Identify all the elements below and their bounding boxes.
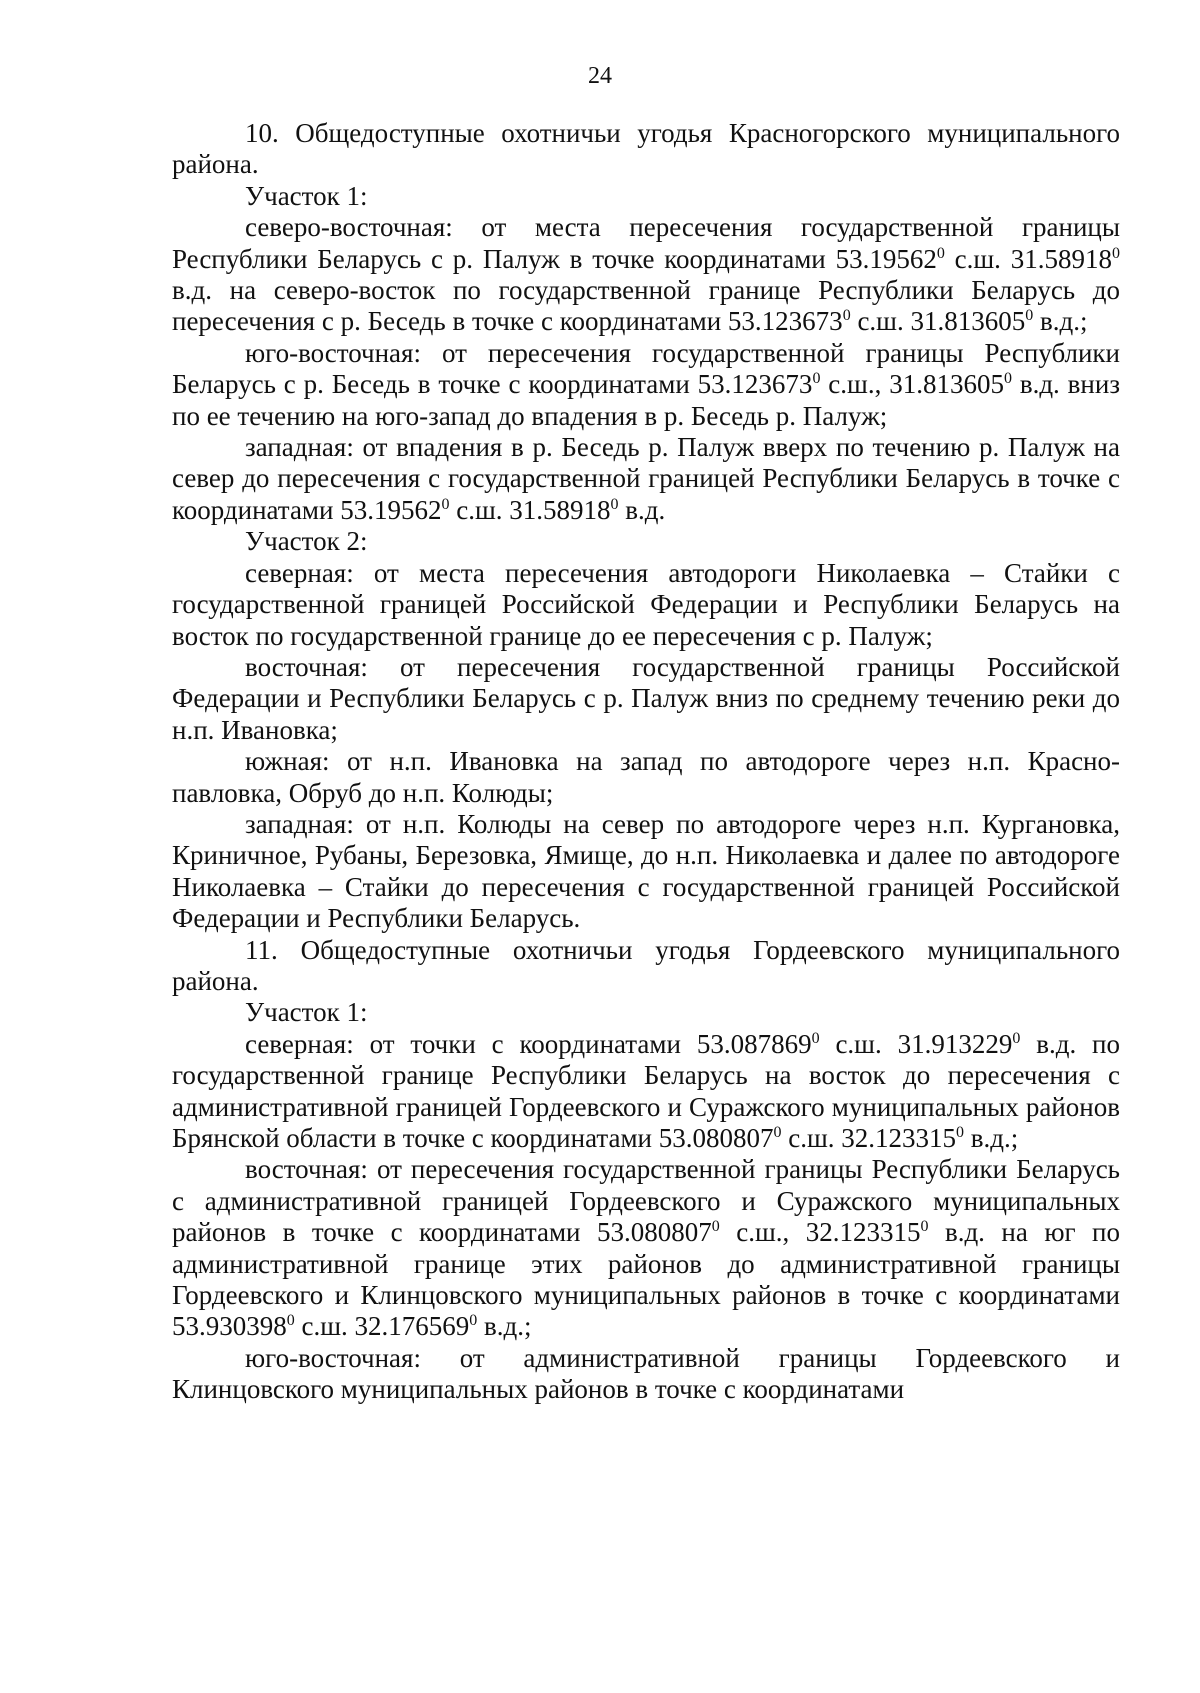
paragraph: южная: от н.п. Ивановка на запад по автодороге через н.п. Красно-павловка, Обруб до н.п. Колюды; [172,746,1120,808]
paragraph: западная: от впадения в р. Беседь р. Палуж вверх по течению р. Палуж на север до пересечения с государственной границей Республики Беларусь в точке с координатами 53.19562$^0$ с.ш. 31.58918$^0$ в.д. [172,432,1120,525]
paragraph: Участок 1: [245,180,368,211]
paragraph: северная: от места пересечения автодороги Николаевка – Стайки с государственной границей Российской Федерации и Республики Беларусь на восток по государственной границе до ее пересечения с р. Палуж; [172,557,1120,651]
paragraph: северо-восточная: от места пересечения государственной границы Республики Беларусь с р. Палуж в точке координатами 53.19562$^0$ с.ш. 31.58918$^0$ в.д. на северо-восток по государственной границе Республики Беларусь до пересечения с р. Беседь в точке с координатами 53.123673$^0$ с.ш. 31.813605$^0$ в.д.; [172,212,1120,337]
paragraph: 11. Общедоступные охотничьи угодья Гордеевского муниципального района. [172,934,1120,996]
paragraph: восточная: от пересечения государственной границы Республики Беларусь с административной границей Гордеевского и Суражского муниципальных районов в точке с координатами 53.080807$^0$ с.ш., 32.123315$^0$ в.д. на юг по административной границе этих районов до административной границы Гордеевского и Клинцовского муниципальных районов в точке с координатами 53.930398$^0$ с.ш. 32.176569$^0$ в.д.; [172,1154,1120,1342]
paragraph: Участок 1: [245,997,368,1028]
paragraph: юго-восточная: от пересечения государственной границы Республики Беларусь с р. Беседь в точке с координатами 53.123673$^0$ с.ш., 31.813605$^0$ в.д. вниз по ее течению на юго-запад до впадения в р. Беседь р. Палуж; [172,337,1120,431]
paragraph: северная: от точки с координатами 53.087869$^0$ с.ш. 31.913229$^0$ в.д. по государственной границе Республики Беларусь на восток до пересечения с административной границей Гордеевского и Суражского муниципальных районов Брянской области в точке с координатами 53.080807$^0$ с.ш. 32.123315$^0$ в.д.; [172,1028,1121,1153]
paragraph: юго-восточная: от административной границы Гордеевского и Клинцовского муниципальных районов в точке с координатами [172,1342,1120,1405]
paragraph: 10. Общедоступные охотничьи угодья Красногорского муниципального района. [172,118,1120,180]
paragraph: Участок 2: [245,526,368,557]
document-body [172,118,1120,1406]
paragraph: западная: от н.п. Колюды на север по автодороге через н.п. Кургановка, Криничное, Рубаны, Березовка, Ямище, до н.п. Николаевка и далее по автодороге Николаевка – Стайки до пересечения с государственной границей Российской Федерации и Республики Беларусь. [172,808,1120,934]
page-number: 24 [588,63,612,89]
paragraph: восточная: от пересечения государственной границы Российской Федерации и Республики Беларусь с р. Палуж вниз по среднему течению реки до н.п. Ивановка; [172,651,1120,745]
